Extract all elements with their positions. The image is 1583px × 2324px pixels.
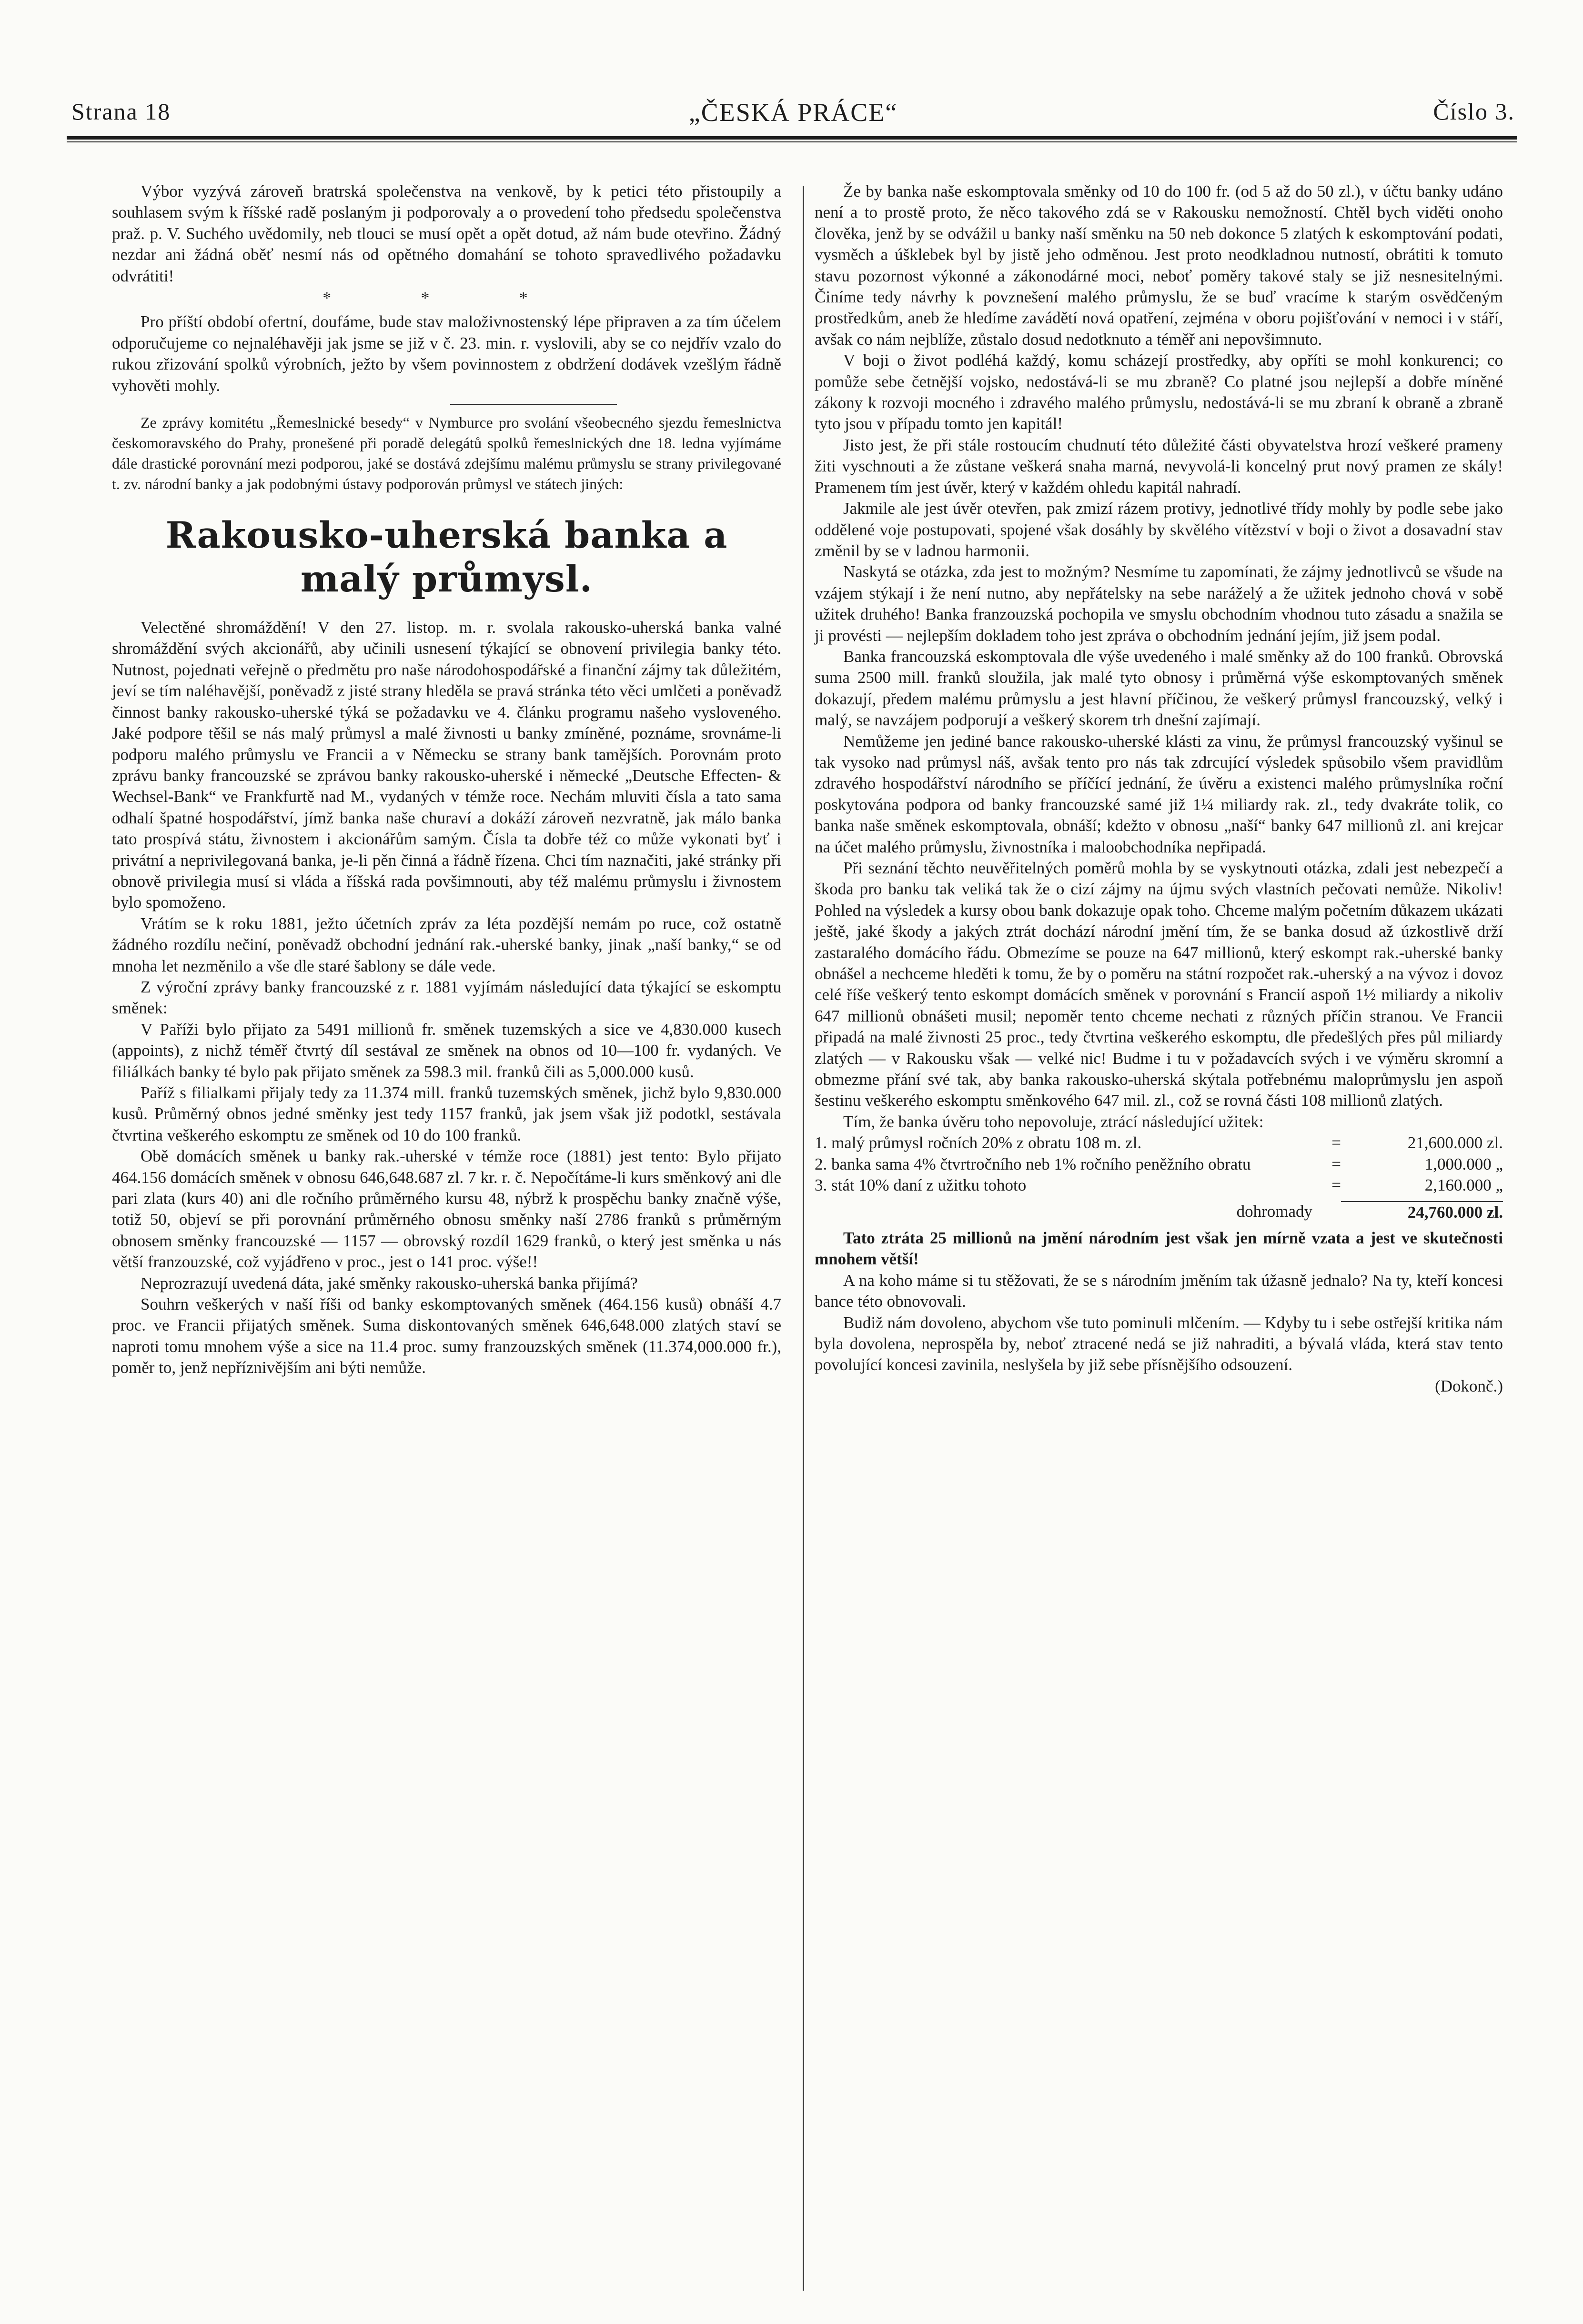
article-paragraph: Z výroční zprávy banky francouzské z r. 1881 vyjímám následující data týkající se eskomptu směnek:: [112, 977, 781, 1018]
to-be-continued-note: (Dokonč.): [1435, 1376, 1503, 1395]
newspaper-title: „ČESKÁ PRÁCE“: [688, 98, 898, 127]
tally-label: 2. banka sama 4% čtvrtročního neb 1% ročního peněžního obratu: [815, 1154, 1251, 1173]
article-paragraph: Souhrn veškerých v naší říši od banky eskomptovaných směnek (464.156 kusů) obnáší 4.7 proc. ve Francii přijatých směnek. Suma diskontovaných směnek 646,648.000 zlatých staví se naproti tomu mnohem výše a sice na 11.4 proc. sumy franzouzských směnek (11.374,000.000 fr.), poměr to, jenž nepříznivějším ani býti nemůže.: [112, 1295, 781, 1377]
article-paragraph: A na koho máme si tu stěžovati, že se s národním jměním tak úžasně jednalo? Na ty, kteří koncesi bance této obnovovali.: [815, 1271, 1503, 1311]
section-rule: [450, 404, 617, 405]
article-paragraph: Banka francouzská eskomptovala dle výše uvedeného i malé směnky až do 100 franků. Obrovská suma 2500 mill. franků sloužila, jak malé tyto obnosy i průměrná výše eskomptovaných směnek dokazují, předem malému průmyslu a jest hlavní příčinou, že veškerý průmysl francouzský, velký i malý, se navzájem podporují a veškerý skorem trh dnešní zajímají.: [815, 647, 1503, 730]
right-column: [815, 181, 1503, 1397]
tally-total: [815, 1201, 1503, 1223]
issue-number: Číslo 3.: [1433, 98, 1515, 125]
left-column: [112, 181, 781, 1379]
article-paragraph: V boji o život podléhá každý, komu scházejí prostředky, aby opříti se mohl konkurenci; co pomůže sebe četnější vojsko, nedostává-li se mu zbraně? Co platné jsou nejlepší a dobře míněné zákony k rozvoji mocného i zdravého malého průmyslu, nedostává-li se mu zbraní k obraně a zbraně tyto jsou v případu tomto jen kapitál!: [815, 351, 1503, 433]
article-paragraph: Nemůžeme jen jediné bance rakousko-uherské klásti za vinu, že průmysl francouzský vyšinul se tak vysoko nad průmysl náš, avšak tento pro nás tak zdrcující výsledek spůsobilo všem pravidlům zdravého hospodářství národního se příčící jednání, že úvěru a existenci malého průmyslníka roční poskytována podpora od banky francouzské samé již 1¼ miliardy rak. zl., tedy dvakráte tolik, co banka naše směnek eskomptovala, obnáší; kdežto v obnosu „naší“ banky 647 millionů zl. ani krejcar na účet malého průmyslu, živnostníka i maloobchodníka nepřipadá.: [815, 731, 1503, 856]
tally-row: [815, 1175, 1503, 1196]
article-paragraph: Paříž s filialkami přijaly tedy za 11.374 mill. franků tuzemských směnek, jichž bylo 9,830.000 kusů. Průměrný obnos jedné směnky jest tedy 1157 franků, jak jsem však již podotkl, sestávala čtvrtina veškerého eskomptu ze směnek od 10 do 100 franků.: [112, 1083, 781, 1144]
article-paragraph: Výbor vyzývá zároveň bratrská společenstva na venkově, by k petici této přistoupily a souhlasem svým k říšské radě poslaným ji podporovaly a o provedení toho předsedu společenstva praž. p. V. Suchého uvědomily, neb tlouci se musí opět a opět dotud, až nám bude otevřino. Žádný nezdar ani žádná oběť nesmí nás od opětného domahání se tohoto spravedlivého požadavku odvrátiti!: [112, 182, 781, 285]
article-headline: Rakousko-uherská banka a malý průmysl.: [165, 514, 728, 601]
header-rule: [67, 136, 1517, 140]
section-separator-stars: * * *: [323, 289, 571, 308]
article-paragraph: Velectěné shromáždění! V den 27. listop. m. r. svolala rakousko-uherská banka valné shromáždění svých akcionářů, aby učinili usnesení týkající se obnovení privilegia banky této. Nutnost, pojednati veřejně o předmětu pro naše národohospodářské a finanční zájmy tak důležitém, jeví se tím naléhavější, poněvadž z jisté strany hleděla se pravá stránka této věci umlčeti a poněvadž činnost banky rakousko-uherské týká se požadavku ve 4. článku programu našeho vysloveného. Jaké podpore těšil se nás malý průmysl a malé živnosti u banky zmíněné, poznáme, srovnáme-li podporu malého průmyslu ve Francii a v Německu se strany bank tamějších. Porovnám proto zprávu banky francouzské se zprávou banky rakousko-uherské i německé „Deutsche Effecten- & Wechsel-Bank“ ve Frankfurtě nad M., vydaných v témže roce. Nechám mluviti čísla a tato sama odhalí špatné hospodářství, jímž banka naše churaví a dokáží zároveň nezvratně, jak málo banka tato prospívá státu, živnostem i akcionářům samým. Čísla ta dobře též co může vykonati byť i privátní a neprivilegovaná banka, je-li pěn činná a řádně řízena. Chci tím naznačiti, jaké stránky při obnově privilegia musí si vláda a říšská rada povšimnouti, aby též malému průmyslu i živnostem bylo spomoženo.: [112, 618, 781, 912]
article-paragraph: Pro příští období ofertní, doufáme, bude stav maloživnostenský lépe připraven a za tím účelem odporučujeme co nejnaléhavěji jak jsme se již v č. 23. min. r. vyslovili, aby se co nejdřív vzalo do rukou zřizování spolků výrobních, ježto by všem povinnostem z obdržení dodávek vzešlým řádně vyhověti mohly.: [112, 312, 781, 395]
page-number: Strana 18: [71, 98, 171, 125]
article-paragraph: Obě domácích směnek u banky rak.-uherské v témže roce (1881) jest tento: Bylo přijato 464.156 domácích směnek v obnosu 646,648.687 zl. 7 kr. r. č. Nepočítáme-li kurs směnkový ani dle pari zlata (kurs 40) ani dle ročního průměrného kursu 48, nýbrž k prospěchu banky značně výše, totiž 50, objeví se při porovnání průměrného obnosu směnky naší 2786 franků s průměrným obnosem směnky francouzské — 1157 — obrovský rozdíl 1629 franků, o který jest směnka u nás větší franzouzské, což vyjádřeno v proc., jest o 141 proc. výše!!: [112, 1147, 781, 1272]
article-paragraph: Jakmile ale jest úvěr otevřen, pak zmizí rázem protivy, jednotlivé třídy mohly by podle sebe jako oddělené voje postupovati, spojené však dosáhly by skvělého vítězství v boji o život a dosavadní stav změnil by se v ladnou harmonii.: [815, 499, 1503, 560]
intro-paragraph: Ze zprávy komitétu „Řemeslnické besedy“ v Nymburce pro svolání všeobecného sjezdu řemeslnictva českomoravského do Prahy, pronešené při poradě delegátů spolků řemeslnických dne 18. ledna vyjímáme dále drastické porovnání mezi podporou, jaké se dostává zdejšímu malému průmyslu se strany privilegované t. zv. národní banky a jak podobnými ústavy podporován průmysl ve státech jiných:: [112, 414, 781, 493]
tally-row: [815, 1132, 1503, 1153]
article-paragraph: V Paříži bylo přijato za 5491 millionů fr. směnek tuzemských a sice ve 4,830.000 kusech (appoints), z nichž téměř čtvrtý díl sestával ze směnek na obnos od 10—100 fr. vydaných. Ve filiálkách banky té bylo pak přijato směnek za 598.3 mil. franků čili as 5,000.000 kusů.: [112, 1020, 781, 1081]
article-paragraph: Naskytá se otázka, zda jest to možným? Nesmíme tu zapomínati, že zájmy jednotlivců se všude na vzájem stýkají i že není nutno, aby nepřátelsky na sebe naráželý a že užitek jednoho chová v sobě užitek druhého! Banka franzouzská pochopila ve smyslu obchodním vhodnou tuto zásadu a snažila se ji provésti — nejlepším dokladem toho jest zpráva o obchodním jednání jejím, již jsem podal.: [815, 562, 1503, 645]
article-paragraph: Tato ztráta 25 millionů na jmění národním jest však jen mírně vzata a jest ve skutečnosti mnohem větší!: [815, 1228, 1503, 1269]
tally-equals: =: [1331, 1176, 1341, 1195]
article-paragraph: Tím, že banka úvěru toho nepovoluje, ztrácí následující užitek:: [843, 1112, 1264, 1131]
tally-equals: =: [1331, 1133, 1341, 1152]
article-paragraph: Budiž nám dovoleno, abychom vše tuto pominuli mlčením. — Kdyby tu i sebe ostřejší kritika nám byla dovolena, neprospěla by, neboť ztracené nedá se již nahraditi, a bývalá vláda, která stav tento povolující koncesi zavinila, neslyšela by již sebe přísnějšího odsouzení.: [815, 1313, 1503, 1374]
tally-amount: 1,000.000 „: [1424, 1154, 1503, 1173]
tally-row: [815, 1154, 1503, 1175]
article-paragraph: Vrátím se k roku 1881, ježto účetních zpráv za léta pozdější nemám po ruce, což ostatně žádného rozdílu nečiní, poněvadž obchodní jednání rak.-uherské banky, jinak „naší banky,“ se od mnoha let nezměnilo a vše dle staré šablony se dále vede.: [112, 914, 781, 975]
tally-label: 1. malý průmysl ročních 20% z obratu 108 m. zl.: [815, 1133, 1142, 1152]
tally-total-amount: 24,760.000 zl.: [1341, 1201, 1503, 1223]
tally-label: 3. stát 10% daní z užitku tohoto: [815, 1176, 1027, 1195]
header-rule-thin: [67, 141, 1517, 142]
article-paragraph: Neprozrazují uvedená dáta, jaké směnky rakousko-uherská banka přijímá?: [141, 1273, 638, 1292]
article-paragraph: Jisto jest, že při stále rostoucím chudnutí této důležité části obyvatelstva hrozí veškeré prameny žiti vyschnouti a že zůstane veškerá snaha marná, nevyvolá-li koncelný prut nový pramen ze skály! Pramenem tím jest úvěr, který v každém ohledu kapitál nahradí.: [815, 435, 1503, 497]
tally-equals: =: [1331, 1154, 1341, 1173]
article-paragraph: Že by banka naše eskomptovala směnky od 10 do 100 fr. (od 5 až do 50 zl.), v účtu banky udáno není a to prostě proto, že něco takového zdá se v Rakousku nemožností. Chtěl bych viděti onoho člověka, jenž by se odvážil u banky naší směnku na 50 neb dokonce 5 zlatých k eskomptování podati, vysměch a úšklebek byl by jistě jeho odměnou. Jest proto neodkladnou nutností, obrátiti k tomuto stavu pozornost výkonné a zákonodárné moci, neboť poměry takové staly se již nesnesitelnými. Činíme tedy návrhy k povznešení malého průmyslu, že se buď vracíme k starým osvědčeným prostředkům, aneb že hledíme zavádětí nová opatření, zejména v oboru pojišťování v nemoci i v stáří, avšak co nám nejblíže, zůstalo dosud nedotknuto a téměř ani nepovšimnuto.: [815, 182, 1503, 349]
tally-amount: 21,600.000 zl.: [1407, 1133, 1503, 1152]
tally-total-label: dohromady: [1236, 1202, 1312, 1221]
page-header: [71, 98, 1515, 131]
column-divider: [803, 186, 804, 2291]
loss-tally: [815, 1132, 1503, 1223]
tally-amount: 2,160.000 „: [1424, 1176, 1503, 1195]
article-paragraph: Při seznání těchto neuvěřitelných poměrů mohla by se vyskytnouti otázka, zdali jest nebezpečí a škoda pro banku tak veliká tak že o cizí zájmy na újmu svých vlastních pečovati nemůže. Nikoliv! Pohled na výsledek a kursy obou bank dokazuje opak toho. Chceme malým početním důkazem ukázati ještě, jaké škody a jakých ztrát dochází národní jmění tím, že se banka dosud až úzkostlivě drží zastaralého domácího řádu. Obmezíme se pouze na 647 millionů, který eskompt rak.-uherské banky obnášel a nechceme hleděti k tomu, že by o poměru na státní rozpočet rak.-uherský a na vývoz i dovoz celé říše veškerý tento eskompt domácích směnek v porovnání s Francií aspoň 1½ miliardy a nikoliv 647 millionů obnášeti musil; nepoměr tento chceme nechati z různých příčin stranou. Ve Francii připadá na malé živnosti 25 proc., tedy čtvrtina veškerého eskomptu, dle předešlých přes půl miliardy zlatých — v Rakousku však — velké nic! Budme i tu v požadavcích svých i ve výměru skromní a obmezme přání své tak, aby banka rakousko-uherská skýtala potřebnému maloprůmyslu jen aspoň šestinu veškerého eskomptu směnkového 647 mil. zl., což se rovná části 108 millionů zlatých.: [815, 859, 1503, 1110]
